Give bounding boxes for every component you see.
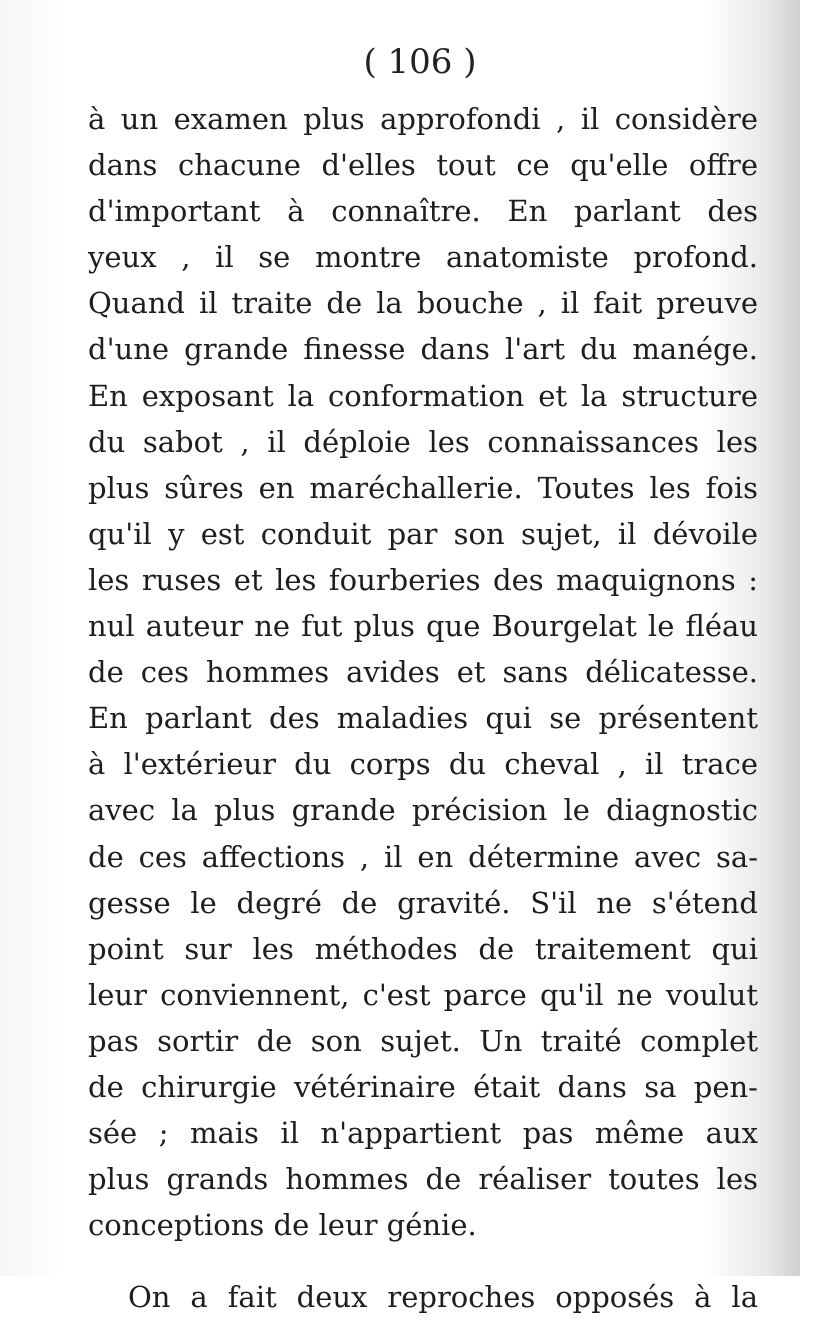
text-line: de ces hommes avides et sans délicatesse. <box>88 655 758 690</box>
text-line: de ces affections , il en détermine avec sa- <box>88 839 758 874</box>
paragraph-2 <box>88 1274 758 1320</box>
text-line: Quand il traite de la bouche , il fait preuve <box>88 286 758 321</box>
text-line: dans chacune d'elles tout ce qu'elle offre <box>88 148 758 183</box>
text-line: du sabot , il déploie les connaissances les <box>88 424 758 459</box>
text-line: gesse le degré de gravité. S'il ne s'étend <box>88 885 758 920</box>
text-line: à l'extérieur du corps du cheval , il trace <box>88 747 758 782</box>
text-line: plus sûres en maréchallerie. Toutes les fois <box>88 470 758 505</box>
text-line: point sur les méthodes de traitement qui <box>88 931 758 966</box>
text-line: En exposant la conformation et la structure <box>88 378 758 413</box>
text-line: qu'il y est conduit par son sujet, il dévoile <box>88 516 758 551</box>
text-line: d'une grande finesse dans l'art du manége. <box>88 332 758 367</box>
text-line: avec la plus grande précision le diagnostic <box>88 793 758 828</box>
text-line: pas sortir de son sujet. Un traité complet <box>88 1023 758 1058</box>
page-number: ( 106 ) <box>363 42 477 82</box>
body-text <box>88 96 758 1320</box>
paragraph-spacer <box>88 1248 758 1274</box>
text-line: sée ; mais il n'appartient pas même aux <box>88 1116 758 1151</box>
text-line: nul auteur ne fut plus que Bourgelat le fléau <box>88 609 758 644</box>
text-line: leur conviennent, c'est parce qu'il ne voulut <box>88 977 758 1012</box>
text-line: de chirurgie vétérinaire était dans sa pen- <box>88 1069 758 1104</box>
text-line: conceptions de leur génie. <box>88 1208 477 1243</box>
text-line: En parlant des maladies qui se présentent <box>88 701 758 736</box>
text-line: yeux , il se montre anatomiste profond. <box>88 240 758 275</box>
text-line: les ruses et les fourberies des maquignons : <box>88 562 758 597</box>
text-line: à un examen plus approfondi , il considère <box>88 102 758 136</box>
text-line: plus grands hommes de réaliser toutes les <box>88 1162 758 1197</box>
paragraph-1 <box>88 96 758 1248</box>
text-line: d'important à connaître. En parlant des <box>88 194 758 229</box>
text-line: On a fait deux reproches opposés à la <box>128 1280 758 1315</box>
